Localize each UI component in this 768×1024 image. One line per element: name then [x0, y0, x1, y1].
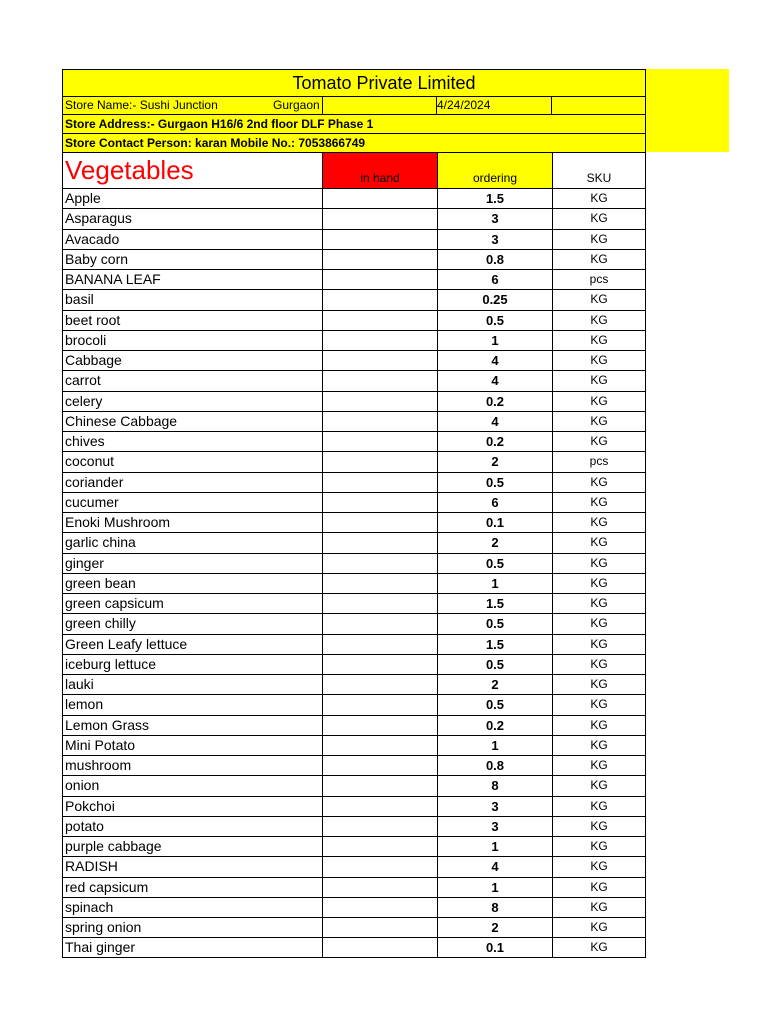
table-row — [62, 512, 646, 532]
in-hand-cell[interactable] — [322, 594, 437, 613]
item-name-cell[interactable]: green capsicum — [62, 594, 322, 613]
table-row — [62, 674, 646, 694]
item-name-cell[interactable]: beet root — [62, 311, 322, 330]
sku-cell[interactable]: KG — [552, 331, 646, 350]
sku-cell[interactable]: KG — [552, 574, 646, 593]
in-hand-cell[interactable] — [322, 655, 437, 674]
sku-cell[interactable]: KG — [552, 756, 646, 775]
in-hand-cell[interactable] — [322, 250, 437, 269]
table-row — [62, 715, 646, 735]
table-row — [62, 289, 646, 309]
sku-cell[interactable]: KG — [552, 392, 646, 411]
table-row — [62, 816, 646, 836]
item-name-cell[interactable]: cucumer — [62, 493, 322, 512]
table-row — [62, 897, 646, 917]
ordering-qty-cell[interactable]: 6 — [437, 270, 552, 289]
in-hand-cell[interactable] — [322, 513, 437, 532]
ordering-qty-cell[interactable]: 2 — [437, 918, 552, 937]
table-row — [62, 836, 646, 856]
ordering-qty-cell[interactable]: 1 — [437, 736, 552, 755]
table-row — [62, 856, 646, 876]
table-row — [62, 694, 646, 714]
cell-divider — [322, 97, 323, 114]
item-name-cell[interactable]: Thai ginger — [62, 938, 322, 956]
in-hand-cell[interactable] — [322, 209, 437, 228]
sku-cell[interactable]: KG — [552, 614, 646, 633]
item-name-cell[interactable]: ginger — [62, 554, 322, 573]
table-row — [62, 330, 646, 350]
sku-header[interactable]: SKU — [552, 153, 646, 188]
sku-cell[interactable]: pcs — [552, 452, 646, 471]
ordering-qty-cell[interactable]: 1.5 — [437, 635, 552, 654]
table-row — [62, 229, 646, 249]
store-info-row — [62, 96, 646, 115]
in-hand-cell[interactable] — [322, 857, 437, 876]
item-name-cell[interactable]: spring onion — [62, 918, 322, 937]
item-name-cell[interactable]: Cabbage — [62, 351, 322, 370]
store-address[interactable]: Store Address:- Gurgaon H16/6 2nd floor DLF Phase 1 — [62, 115, 646, 134]
ordering-qty-cell[interactable]: 0.5 — [437, 695, 552, 714]
in-hand-cell[interactable] — [322, 756, 437, 775]
header-fill-band-right — [645, 96, 729, 152]
sku-cell[interactable]: KG — [552, 209, 646, 228]
item-name-cell[interactable]: iceburg lettuce — [62, 655, 322, 674]
table-row — [62, 310, 646, 330]
store-name[interactable]: Store Name:- Sushi Junction — [65, 98, 218, 112]
in-hand-cell[interactable] — [322, 473, 437, 492]
item-name-cell[interactable]: coconut — [62, 452, 322, 471]
ordering-qty-cell[interactable]: 3 — [437, 797, 552, 816]
ordering-qty-cell[interactable]: 0.5 — [437, 655, 552, 674]
sku-cell[interactable]: KG — [552, 533, 646, 552]
table-row — [62, 796, 646, 816]
item-name-cell[interactable]: celery — [62, 392, 322, 411]
table-row — [62, 188, 646, 208]
sku-cell[interactable]: KG — [552, 655, 646, 674]
sku-cell[interactable]: KG — [552, 898, 646, 917]
table-row — [62, 573, 646, 593]
ordering-qty-cell[interactable]: 3 — [437, 230, 552, 249]
ordering-qty-cell[interactable]: 0.2 — [437, 716, 552, 735]
table-row — [62, 755, 646, 775]
in-hand-cell[interactable] — [322, 290, 437, 309]
in-hand-cell[interactable] — [322, 533, 437, 552]
sku-cell[interactable]: KG — [552, 290, 646, 309]
ordering-qty-cell[interactable]: 1 — [437, 837, 552, 856]
in-hand-cell[interactable] — [322, 574, 437, 593]
ordering-qty-cell[interactable]: 2 — [437, 675, 552, 694]
table-row — [62, 472, 646, 492]
table-row — [62, 411, 646, 431]
in-hand-cell[interactable] — [322, 898, 437, 917]
order-date[interactable]: 4/24/2024 — [437, 98, 491, 112]
ordering-qty-cell[interactable]: 1.5 — [437, 594, 552, 613]
item-name-cell[interactable]: mushroom — [62, 756, 322, 775]
table-row — [62, 391, 646, 411]
in-hand-header[interactable]: in hand — [322, 153, 437, 188]
table-row — [62, 917, 646, 937]
table-row — [62, 654, 646, 674]
item-name-cell[interactable]: carrot — [62, 371, 322, 390]
item-name-cell[interactable]: Lemon Grass — [62, 716, 322, 735]
table-row — [62, 269, 646, 289]
sku-cell[interactable]: pcs — [552, 270, 646, 289]
item-name-cell[interactable]: lauki — [62, 675, 322, 694]
store-contact[interactable]: Store Contact Person: karan Mobile No.: 7053866749 — [62, 134, 646, 153]
table-row — [62, 451, 646, 471]
sku-cell[interactable]: KG — [552, 797, 646, 816]
item-name-cell[interactable]: Apple — [62, 189, 322, 208]
sku-cell[interactable]: KG — [552, 817, 646, 836]
sku-cell[interactable]: KG — [552, 695, 646, 714]
in-hand-cell[interactable] — [322, 392, 437, 411]
ordering-header[interactable]: ordering — [437, 153, 552, 188]
category-title[interactable]: Vegetables — [62, 153, 322, 188]
ordering-qty-cell[interactable]: 1.5 — [437, 189, 552, 208]
in-hand-cell[interactable] — [322, 412, 437, 431]
in-hand-cell[interactable] — [322, 230, 437, 249]
item-name-cell[interactable]: onion — [62, 776, 322, 795]
table-row — [62, 593, 646, 613]
column-header-row — [62, 153, 646, 188]
in-hand-cell[interactable] — [322, 878, 437, 897]
in-hand-cell[interactable] — [322, 716, 437, 735]
item-name-cell[interactable]: BANANA LEAF — [62, 270, 322, 289]
sku-cell[interactable]: KG — [552, 554, 646, 573]
item-name-cell[interactable]: Baby corn — [62, 250, 322, 269]
item-name-cell[interactable]: Asparagus — [62, 209, 322, 228]
sku-cell[interactable]: KG — [552, 918, 646, 937]
sku-cell[interactable]: KG — [552, 736, 646, 755]
item-name-cell[interactable]: red capsicum — [62, 878, 322, 897]
ordering-qty-cell[interactable]: 1 — [437, 878, 552, 897]
ordering-qty-cell[interactable]: 0.8 — [437, 756, 552, 775]
ordering-qty-cell[interactable]: 0.8 — [437, 250, 552, 269]
item-name-cell[interactable]: green chilly — [62, 614, 322, 633]
in-hand-cell[interactable] — [322, 675, 437, 694]
in-hand-cell[interactable] — [322, 837, 437, 856]
sku-cell[interactable]: KG — [552, 594, 646, 613]
ordering-qty-cell[interactable]: 0.25 — [437, 290, 552, 309]
in-hand-cell[interactable] — [322, 432, 437, 451]
in-hand-cell[interactable] — [322, 351, 437, 370]
ordering-qty-cell[interactable]: 3 — [437, 209, 552, 228]
table-row — [62, 775, 646, 795]
in-hand-cell[interactable] — [322, 776, 437, 795]
sku-cell[interactable]: KG — [552, 938, 646, 956]
sku-cell[interactable]: KG — [552, 311, 646, 330]
table-row — [62, 249, 646, 269]
table-row — [62, 877, 646, 897]
item-name-cell[interactable]: garlic china — [62, 533, 322, 552]
item-name-cell[interactable]: RADISH — [62, 857, 322, 876]
sku-cell[interactable]: KG — [552, 878, 646, 897]
ordering-qty-cell[interactable]: 2 — [437, 533, 552, 552]
ordering-qty-cell[interactable]: 4 — [437, 351, 552, 370]
ordering-qty-cell[interactable]: 2 — [437, 452, 552, 471]
ordering-qty-cell[interactable]: 0.2 — [437, 392, 552, 411]
table-row — [62, 553, 646, 573]
item-name-cell[interactable]: Chinese Cabbage — [62, 412, 322, 431]
sku-cell[interactable]: KG — [552, 716, 646, 735]
in-hand-cell[interactable] — [322, 736, 437, 755]
in-hand-cell[interactable] — [322, 270, 437, 289]
sku-cell[interactable]: KG — [552, 513, 646, 532]
sku-cell[interactable]: KG — [552, 857, 646, 876]
table-row — [62, 492, 646, 512]
item-name-cell[interactable]: purple cabbage — [62, 837, 322, 856]
sku-cell[interactable]: KG — [552, 371, 646, 390]
item-name-cell[interactable]: Pokchoi — [62, 797, 322, 816]
cell-divider — [551, 97, 552, 114]
in-hand-cell[interactable] — [322, 797, 437, 816]
sku-cell[interactable]: KG — [552, 493, 646, 512]
ordering-qty-cell[interactable]: 4 — [437, 371, 552, 390]
ordering-qty-cell[interactable]: 0.1 — [437, 938, 552, 956]
item-name-cell[interactable]: basil — [62, 290, 322, 309]
sheet-title: Tomato Private Limited — [62, 69, 646, 96]
table-row — [62, 613, 646, 633]
item-name-cell[interactable]: brocoli — [62, 331, 322, 350]
sku-cell[interactable]: KG — [552, 250, 646, 269]
ordering-qty-cell[interactable]: 1 — [437, 331, 552, 350]
in-hand-cell[interactable] — [322, 938, 437, 956]
table-row — [62, 370, 646, 390]
table-row — [62, 634, 646, 654]
item-name-cell[interactable]: green bean — [62, 574, 322, 593]
sku-cell[interactable]: KG — [552, 635, 646, 654]
ordering-qty-cell[interactable]: 0.5 — [437, 311, 552, 330]
table-row — [62, 350, 646, 370]
in-hand-cell[interactable] — [322, 371, 437, 390]
in-hand-cell[interactable] — [322, 452, 437, 471]
sku-cell[interactable]: KG — [552, 776, 646, 795]
sku-cell[interactable]: KG — [552, 473, 646, 492]
item-name-cell[interactable]: spinach — [62, 898, 322, 917]
item-name-cell[interactable]: chives — [62, 432, 322, 451]
vegetable-table — [62, 188, 646, 958]
in-hand-cell[interactable] — [322, 493, 437, 512]
table-row — [62, 431, 646, 451]
sku-cell[interactable]: KG — [552, 351, 646, 370]
ordering-qty-cell[interactable]: 8 — [437, 776, 552, 795]
item-name-cell[interactable]: Mini Potato — [62, 736, 322, 755]
item-name-cell[interactable]: Green Leafy lettuce — [62, 635, 322, 654]
sku-cell[interactable]: KG — [552, 412, 646, 431]
ordering-qty-cell[interactable]: 0.5 — [437, 614, 552, 633]
ordering-qty-cell[interactable]: 3 — [437, 817, 552, 836]
sku-cell[interactable]: KG — [552, 675, 646, 694]
in-hand-cell[interactable] — [322, 695, 437, 714]
item-name-cell[interactable]: lemon — [62, 695, 322, 714]
sku-cell[interactable]: KG — [552, 837, 646, 856]
in-hand-cell[interactable] — [322, 189, 437, 208]
in-hand-cell[interactable] — [322, 635, 437, 654]
in-hand-cell[interactable] — [322, 614, 437, 633]
sku-cell[interactable]: KG — [552, 230, 646, 249]
ordering-qty-cell[interactable]: 0.2 — [437, 432, 552, 451]
ordering-qty-cell[interactable]: 0.5 — [437, 473, 552, 492]
sku-cell[interactable]: KG — [552, 432, 646, 451]
ordering-qty-cell[interactable]: 0.5 — [437, 554, 552, 573]
in-hand-cell[interactable] — [322, 331, 437, 350]
ordering-qty-cell[interactable]: 1 — [437, 574, 552, 593]
store-city[interactable]: Gurgaon — [273, 98, 320, 112]
table-row — [62, 937, 646, 957]
ordering-qty-cell[interactable]: 4 — [437, 412, 552, 431]
item-name-cell[interactable]: coriander — [62, 473, 322, 492]
in-hand-cell[interactable] — [322, 554, 437, 573]
item-name-cell[interactable]: Enoki Mushroom — [62, 513, 322, 532]
ordering-qty-cell[interactable]: 8 — [437, 898, 552, 917]
item-name-cell[interactable]: Avacado — [62, 230, 322, 249]
sku-cell[interactable]: KG — [552, 189, 646, 208]
table-row — [62, 208, 646, 228]
table-row — [62, 735, 646, 755]
item-name-cell[interactable]: potato — [62, 817, 322, 836]
in-hand-cell[interactable] — [322, 918, 437, 937]
in-hand-cell[interactable] — [322, 311, 437, 330]
in-hand-cell[interactable] — [322, 817, 437, 836]
ordering-qty-cell[interactable]: 6 — [437, 493, 552, 512]
ordering-qty-cell[interactable]: 4 — [437, 857, 552, 876]
table-row — [62, 532, 646, 552]
ordering-qty-cell[interactable]: 0.1 — [437, 513, 552, 532]
